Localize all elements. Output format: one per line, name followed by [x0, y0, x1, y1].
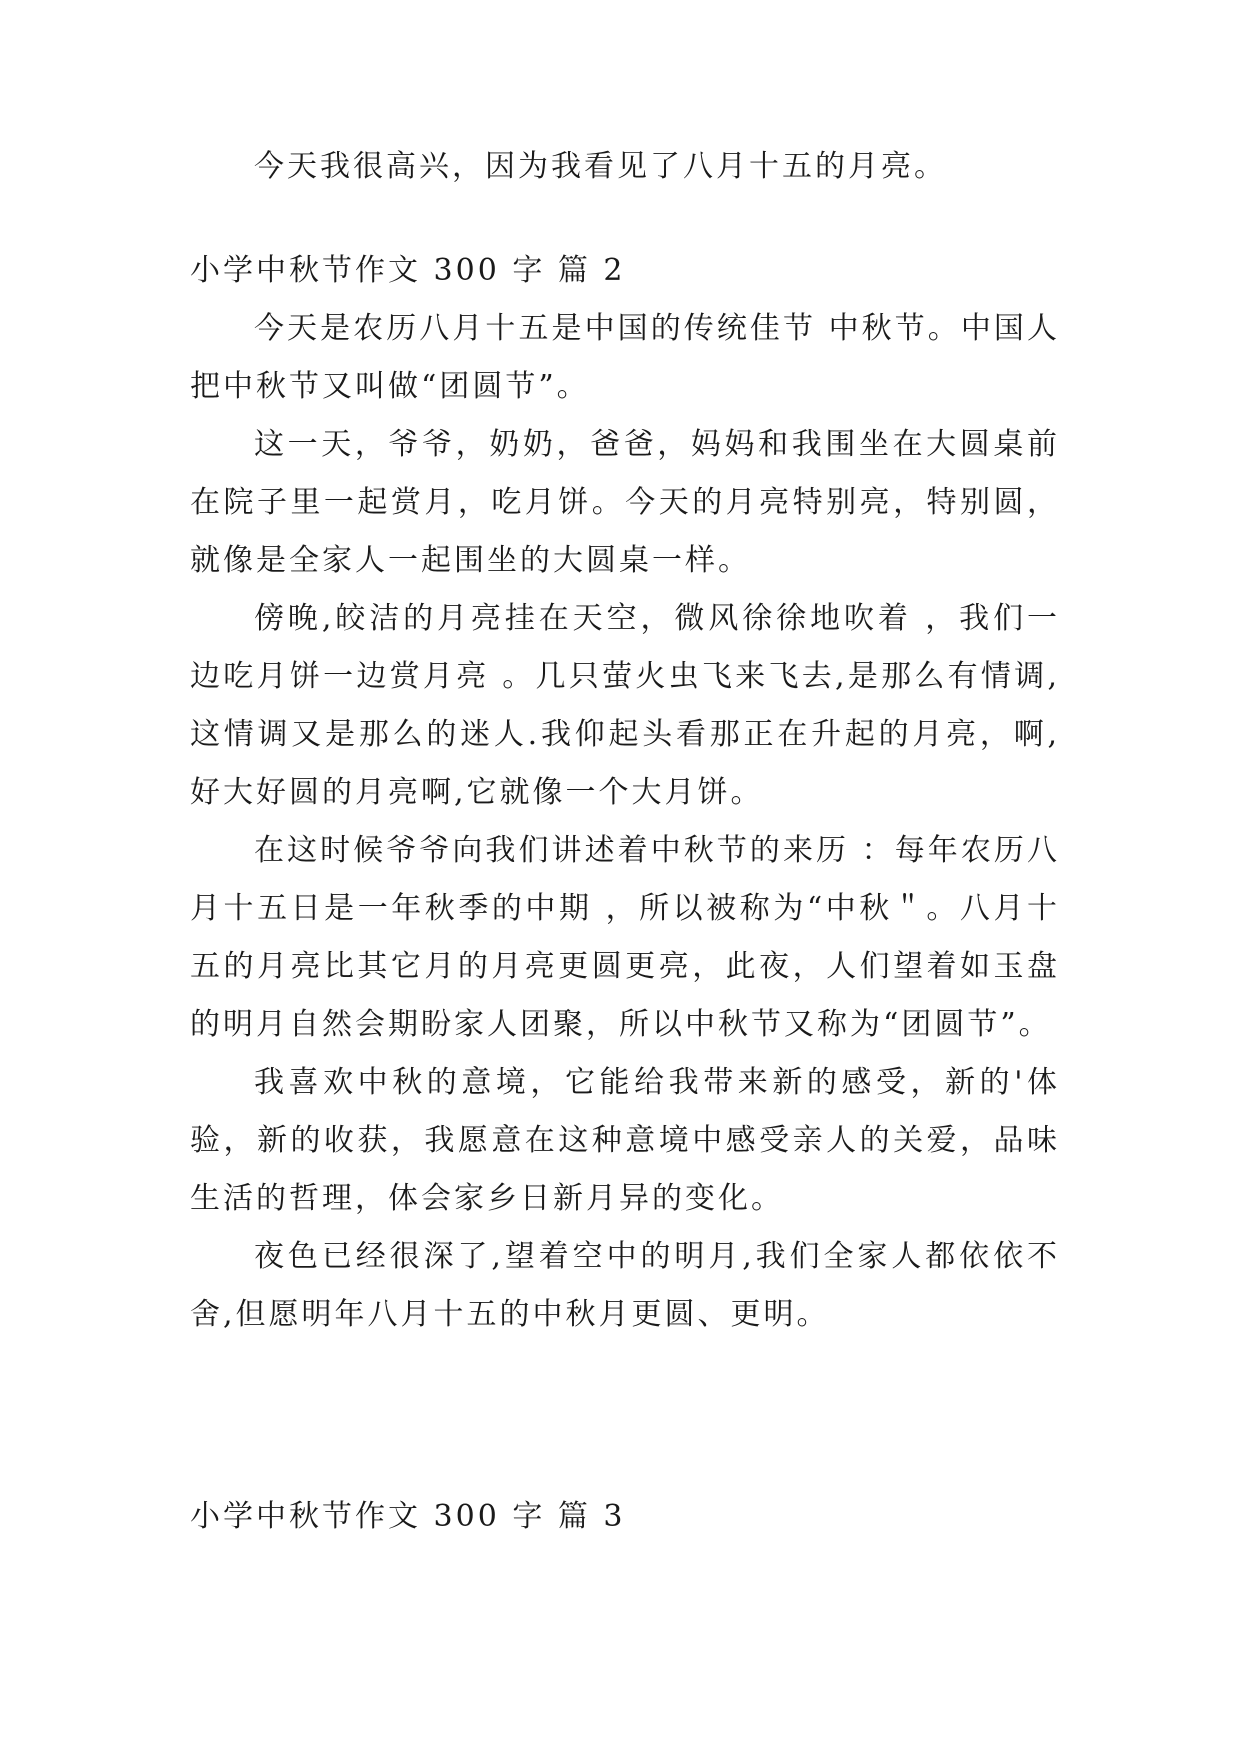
paragraph: 我喜欢中秋的意境，它能给我带来新的感受，新的'体验，新的收获，我愿意在这种意境中感受亲人的关爱，品味生活的哲理，体会家乡日新月异的变化。: [190, 1065, 1060, 1216]
section-2-body: [190, 300, 1060, 1344]
section-2-heading: 小学中秋节作文 300 字 篇 2: [190, 253, 626, 288]
paragraph: 在这时候爷爷向我们讲述着中秋节的来历 ：每年农历八月十五日是一年秋季的中期 ，所以被称为“中秋＂。八月十五的月亮比其它月的月亮更圆更亮，此夜，人们望着如玉盘的明月自然会期盼家人团聚，所以中秋节又称为“团圆节”。: [190, 833, 1060, 1042]
paragraph: 今天是农历八月十五是中国的传统佳节 中秋节。中国人把中秋节又叫做“团圆节”。: [190, 311, 1060, 404]
paragraph: 傍晚,皎洁的月亮挂在天空，微风徐徐地吹着 ，我们一边吃月饼一边赏月亮 。几只萤火虫飞来飞去,是那么有情调,这情调又是那么的迷人.我仰起头看那正在升起的月亮，啊,好大好圆的月亮啊,它就像一个大月饼。: [190, 601, 1060, 810]
paragraph: 夜色已经很深了,望着空中的明月,我们全家人都依依不舍,但愿明年八月十五的中秋月更圆、更明。: [190, 1239, 1060, 1332]
intro-paragraph-block: [190, 138, 1060, 196]
paragraph: 这一天，爷爷，奶奶，爸爸，妈妈和我围坐在大圆桌前在院子里一起赏月，吃月饼。今天的月亮特别亮，特别圆，就像是全家人一起围坐的大圆桌一样。: [190, 427, 1060, 578]
section-3-heading: 小学中秋节作文 300 字 篇 3: [190, 1499, 626, 1534]
intro-paragraph: 今天我很高兴，因为我看见了八月十五的月亮。: [254, 149, 947, 184]
